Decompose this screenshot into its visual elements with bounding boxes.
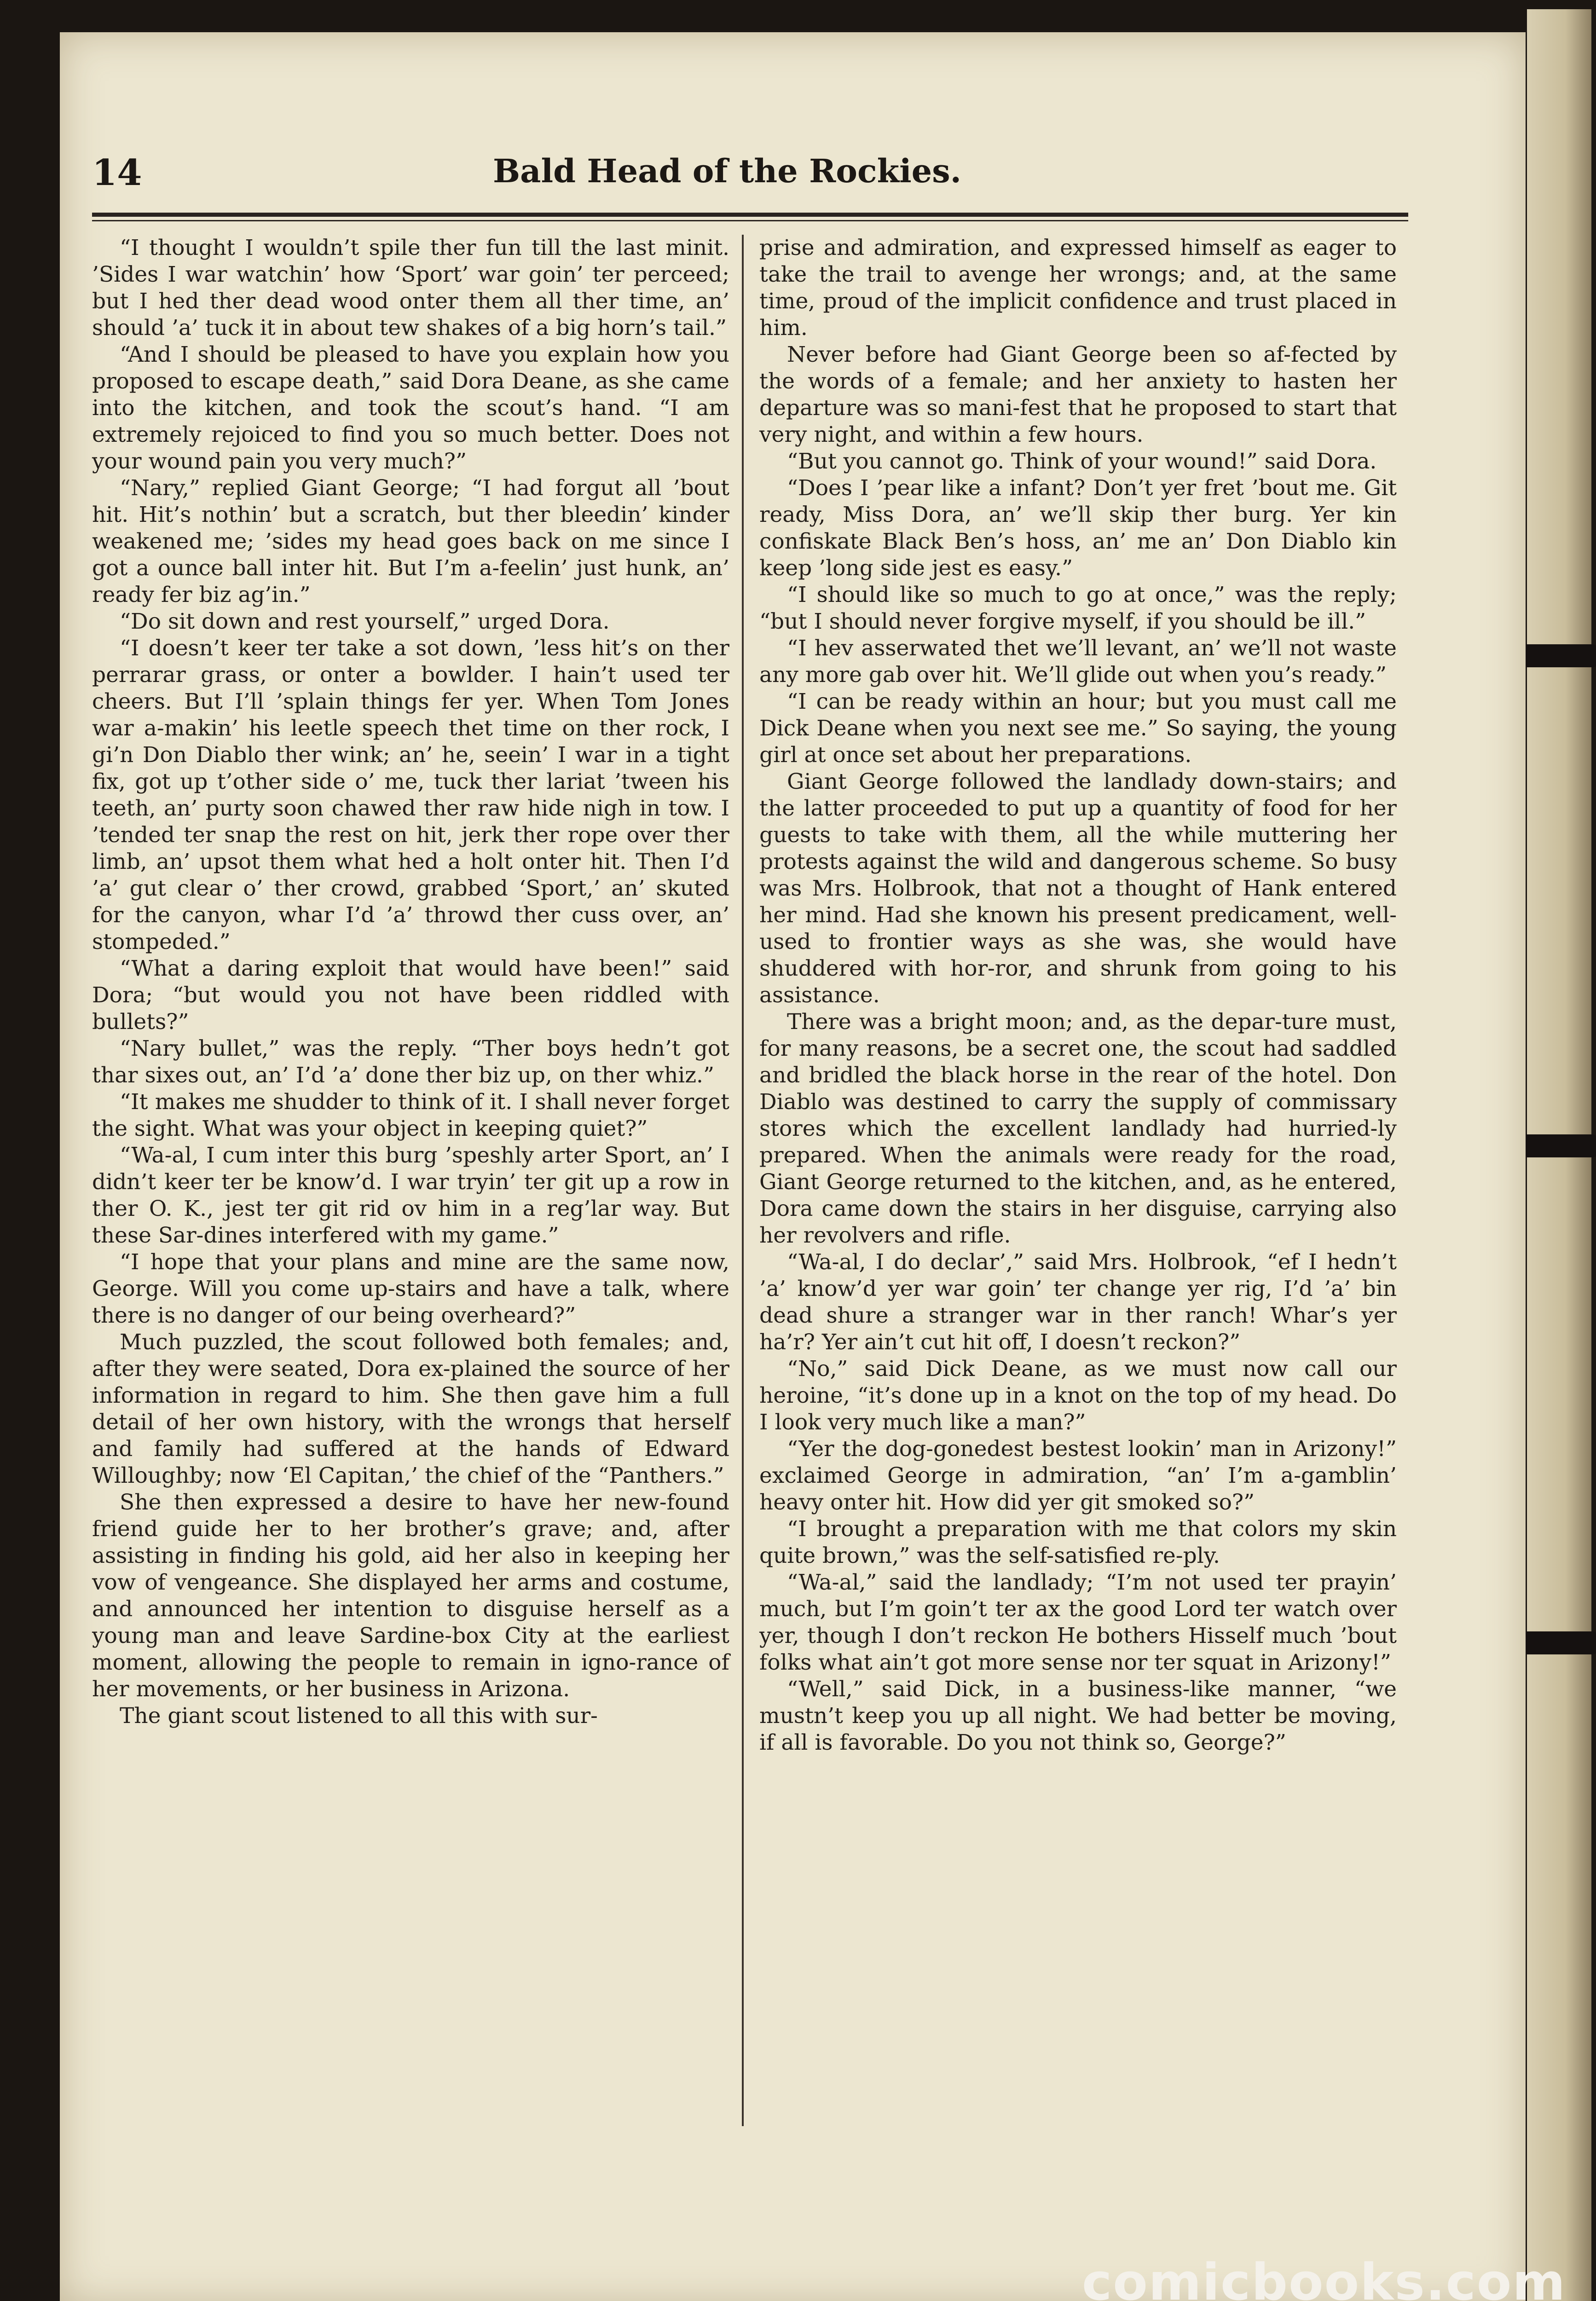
- paragraph: “Well,” said Dick, in a business-like manner, “we mustn’t keep you up all night. We had better be moving, if all is favorable. Do you not think so, George?”: [759, 1677, 1397, 1755]
- paragraph: “What a daring exploit that would have been!” said Dora; “but would you not have been riddled with bullets?”: [92, 956, 729, 1035]
- paragraph: She then expressed a desire to have her new-found friend guide her to her brother’s grave; and, after assisting in finding his gold, aid her also in keeping her vow of vengeance. She displayed her arms and costume, and announced her intention to disguise herself as a young man and leave Sardine-box City at the earliest moment, allowing the people to remain in igno-rance of her movements, or her business in Arizona.: [92, 1490, 729, 1702]
- page-header: [92, 152, 1362, 207]
- paragraph: “I hev asserwated thet we’ll levant, an’ we’ll not waste any more gab over hit. We’ll glide out when you’s ready.”: [759, 636, 1397, 688]
- paragraph: “Yer the dog-gonedest bestest lookin’ man in Arizony!” exclaimed George in admiration, “an’ I’m a-gamblin’ heavy onter hit. How did yer git smoked so?”: [759, 1436, 1397, 1515]
- column-divider: [742, 235, 744, 2126]
- paragraph: Much puzzled, the scout followed both females; and, after they were seated, Dora ex-plained the source of her information in regard to him. She then gave him a full detail of her own history, with the wrongs that herself and family had suffered at the hands of Edward Willoughby; now ‘El Capitan,’ the chief of the “Panthers.”: [92, 1330, 729, 1488]
- paragraph: “But you cannot go. Think of your wound!” said Dora.: [787, 449, 1377, 474]
- paragraph: “Nary,” replied Giant George; “I had forgut all ’bout hit. Hit’s nothin’ but a scratch, but ther bleedin’ kinder weakened me; ’sides my head goes back on me since I got a ounce ball inter hit. But I’m a-feelin’ just hunk, an’ ready fer biz ag’in.”: [92, 475, 729, 607]
- header-rule: [92, 213, 1408, 217]
- paragraph: “Wa-al, I do declar’,” said Mrs. Holbrook, “ef I hedn’t ’a’ know’d yer war goin’ ter change yer rig, I’d ’a’ bin dead shure a stranger war in ther ranch! Whar’s yer ha’r? Yer ain’t cut hit off, I doesn’t reckon?”: [759, 1249, 1397, 1355]
- paragraph: There was a bright moon; and, as the depar-ture must, for many reasons, be a secret one, the scout had saddled and bridled the black horse in the rear of the hotel. Don Diablo was destined to carry the supply of commissary stores which the excellent landlady had hurried-ly prepared. When the animals were ready for the road, Giant George returned to the kitchen, and, as he entered, Dora came down the stairs in her disguise, carrying also her revolvers and rifle.: [759, 1009, 1397, 1248]
- page-number: 14: [92, 152, 142, 194]
- binding-thread: [1519, 1134, 1596, 1157]
- running-title: Bald Head of the Rockies.: [493, 152, 961, 190]
- paragraph: “And I should be pleased to have you explain how you proposed to escape death,” said Dora Deane, as she came into the kitchen, and took the scout’s hand. “I am extremely rejoiced to find you so much better. Does not your wound pain you very much?”: [92, 342, 729, 474]
- left-column: [92, 235, 729, 1729]
- header-rule-thin: [92, 220, 1408, 221]
- binding-thread: [1519, 644, 1596, 667]
- paragraph: “I doesn’t keer ter take a sot down, ’less hit’s on ther perrarar grass, or onter a bowlder. I hain’t used ter cheers. But I’ll ’splain things fer yer. When Tom Jones war a-makin’ his leetle speech thet time on ther rock, I gi’n Don Diablo ther wink; an’ he, seein’ I war in a tight fix, got up t’other side o’ me, tuck ther lariat ’tween his teeth, an’ purty soon chawed ther raw hide nigh in tow. I ’tended ter snap the rest on hit, jerk ther rope over ther limb, an’ upsot them what hed a holt onter hit. Then I’d ’a’ gut clear o’ ther crowd, grabbed ‘Sport,’ an’ skuted for the canyon, whar I’d ’a’ throwd ther cuss over, an’ stompeded.”: [92, 636, 729, 954]
- paragraph: “I should like so much to go at once,” was the reply; “but I should never forgive myself, if you should be ill.”: [759, 582, 1397, 634]
- binding-thread: [1519, 1631, 1596, 1654]
- paragraph: “Do sit down and rest yourself,” urged Dora.: [120, 609, 610, 634]
- paragraph: “It makes me shudder to think of it. I shall never forget the sight. What was your object in keeping quiet?”: [92, 1089, 729, 1141]
- paragraph: prise and admiration, and expressed himself as eager to take the trail to avenge her wrongs; and, at the same time, proud of the implicit confidence and trust placed in him.: [759, 235, 1397, 341]
- paragraph: “Does I ’pear like a infant? Don’t yer fret ’bout me. Git ready, Miss Dora, an’ we’ll skip ther burg. Yer kin confiskate Black Ben’s hoss, an’ me an’ Don Diablo kin keep ’long side jest es easy.”: [759, 475, 1397, 581]
- paragraph: Giant George followed the landlady down-stairs; and the latter proceeded to put up a quantity of food for her guests to take with them, all the while muttering her protests against the wild and dangerous scheme. So busy was Mrs. Holbrook, that not a thought of Hank entered her mind. Had she known his present predicament, well-used to frontier ways as she was, she would have shuddered with hor-ror, and shrunk from going to his assistance.: [759, 769, 1397, 1008]
- paragraph: “Wa-al,” said the landlady; “I’m not used ter prayin’ much, but I’m goin’t ter ax the good Lord ter watch over yer, though I don’t reckon He bothers Hisself much ’bout folks what ain’t got more sense nor ter squat in Arizony!”: [759, 1570, 1397, 1675]
- paragraph: “I brought a preparation with me that colors my skin quite brown,” was the self-satisfied re-ply.: [759, 1516, 1397, 1568]
- paragraph: “I hope that your plans and mine are the same now, George. Will you come up-stairs and have a talk, where there is no danger of our being overheard?”: [92, 1249, 729, 1328]
- site-watermark: comicbooks.com: [1082, 2253, 1566, 2301]
- paragraph: The giant scout listened to all this with sur-: [120, 1703, 598, 1729]
- paragraph: “Nary bullet,” was the reply. “Ther boys hedn’t got thar sixes out, an’ I’d ’a’ done ther biz up, on ther whiz.”: [92, 1036, 729, 1088]
- paragraph: Never before had Giant George been so af-fected by the words of a female; and her anxiety to hasten her departure was so mani-fest that he proposed to start that very night, and within a few hours.: [759, 342, 1397, 447]
- right-column: [759, 235, 1397, 1756]
- paragraph: “No,” said Dick Deane, as we must now call our heroine, “it’s done up in a knot on the top of my head. Do I look very much like a man?”: [759, 1356, 1397, 1435]
- paragraph: “Wa-al, I cum inter this burg ’speshly arter Sport, an’ I didn’t keer ter be know’d. I war tryin’ ter git up a row in ther O. K., jest ter git rid ov him in a reg’lar way. But these Sar-dines interfered with my game.”: [92, 1143, 729, 1248]
- paragraph: “I can be ready within an hour; but you must call me Dick Deane when you next see me.” So saying, the young girl at once set about her preparations.: [759, 689, 1397, 768]
- paragraph: “I thought I wouldn’t spile ther fun till the last minit. ’Sides I war watchin’ how ‘Sport’ war goin’ ter perceed; but I hed ther dead wood onter them all ther time, an’ should ’a’ tuck it in about tew shakes of a big horn’s tail.”: [92, 235, 729, 341]
